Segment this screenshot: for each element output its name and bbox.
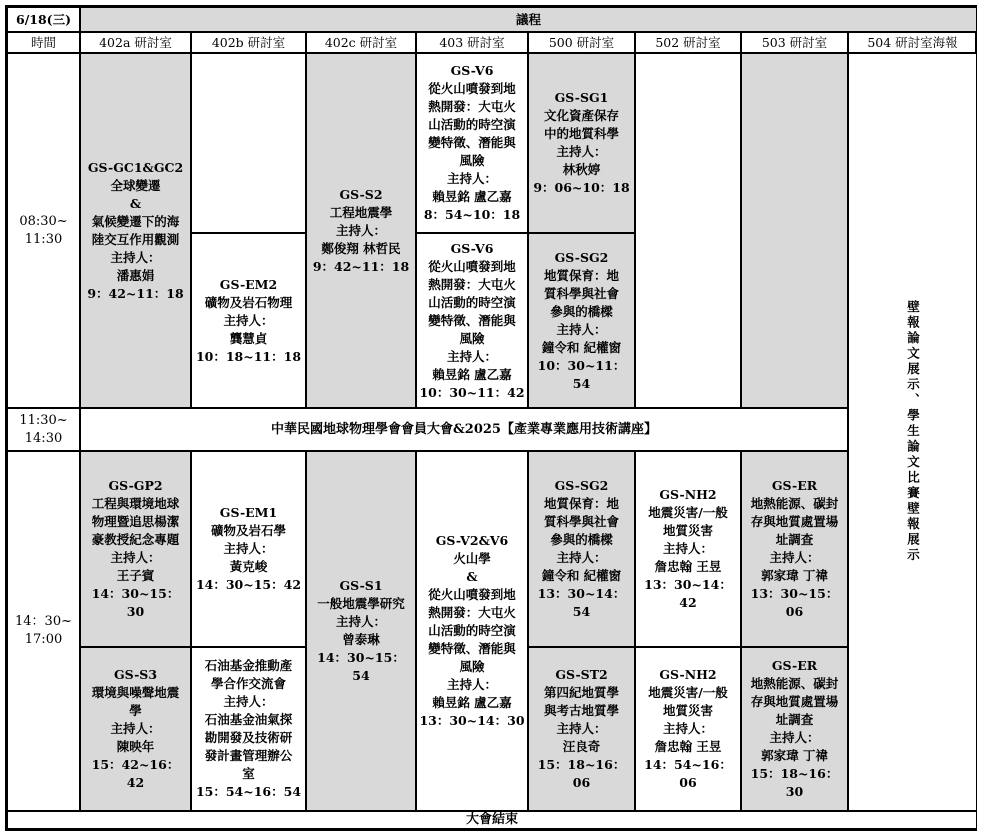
session-text-line: & [466, 569, 478, 584]
session-text-line: GS-ST2 [555, 667, 608, 682]
session-text-line: 環境與噪聲地震 [91, 685, 180, 700]
session-text-line: 質科學與社會 [543, 514, 619, 529]
session-v2-v6[interactable] [416, 451, 528, 811]
room-header-402a: 402a 研討室 [80, 32, 191, 53]
session-text-line: 主持人： [223, 312, 274, 328]
session-text-line: 石油基金油氣探 [204, 712, 293, 727]
session-text-line: 熱開發：大屯火 [428, 99, 516, 114]
session-text-line: 地質保育：地 [543, 267, 619, 283]
session-text-line: 主持人： [769, 730, 820, 745]
session-text-line: GS-NH2 [659, 487, 717, 502]
session-text-line: GS-EM1 [219, 505, 278, 520]
session-text-line: 風險 [459, 153, 485, 168]
session-text-line: 主持人： [110, 550, 161, 565]
session-text-line: GS-SG1 [554, 90, 609, 105]
session-text-line: 詹忠翰 王昱 [654, 559, 722, 574]
session-text-line: 王子賓 [116, 568, 155, 583]
session-text-line: 主持人： [556, 721, 607, 736]
session-text-line: GS-ER [771, 478, 818, 493]
session-text-line: 物理暨追思楊潔 [91, 514, 180, 529]
session-text-line: 13：30~15：06 [750, 586, 839, 619]
session-text-line: GS-V2&V6 [435, 533, 509, 548]
session-gp2[interactable] [80, 451, 191, 647]
session-text-line: 主持人： [223, 694, 274, 709]
session-text-line: 地質保育：地 [543, 496, 619, 511]
session-text-line: 主持人： [556, 321, 607, 337]
session-text-line: 質科學與社會 [543, 285, 619, 301]
session-text-line: 10：18~11：18 [195, 348, 302, 364]
session-text-line: GS-S2 [339, 186, 383, 202]
session-text-line: 參與的橋樑 [550, 532, 613, 547]
session-er-second[interactable] [741, 647, 848, 811]
session-gc1-gc2[interactable] [80, 53, 191, 408]
time-column-header: 時間 [7, 32, 80, 53]
schedule-table [5, 5, 977, 831]
room-header-402b: 402b 研討室 [191, 32, 306, 53]
poster-exhibition[interactable] [848, 53, 977, 811]
session-text-line: 從火山噴發到地 [428, 81, 516, 96]
room-header-403: 403 研討室 [416, 32, 528, 53]
session-text-line: 石油基金推動產 [204, 658, 293, 673]
session-text-line: GS-GP2 [108, 478, 163, 493]
session-text-line: 14：30~15：30 [91, 586, 180, 619]
session-text-line: 發計畫管理辦公 [204, 748, 293, 763]
empty-slot-402b-am [191, 53, 306, 233]
empty-slot-502-am [635, 53, 741, 408]
agenda-title: 議程 [80, 7, 977, 32]
session-text-line: 山活動的時空演 [428, 294, 516, 310]
session-text-line: 主持人： [662, 721, 713, 736]
session-text-line: 第四紀地質學 [543, 685, 619, 700]
session-text-line: 賴昱銘 盧乙嘉 [432, 366, 512, 382]
session-text-line: 與考古地質學 [543, 703, 619, 718]
session-text-line: 15：18~16：30 [750, 766, 839, 799]
session-text-line: GS-NH2 [659, 667, 717, 682]
session-text-line: 主持人： [556, 550, 607, 565]
session-text-line: 13：30~14：30 [419, 713, 525, 728]
session-text-line: GS-V6 [450, 63, 494, 78]
session-text-line: 地震災害/一般 [648, 505, 728, 520]
session-text-line: 14：30~15：54 [317, 650, 405, 683]
room-header-500: 500 研討室 [528, 32, 635, 53]
session-text-line: 變特徵、潛能與 [428, 641, 516, 656]
session-s3[interactable] [80, 647, 191, 811]
session-text-line: GS-ER [771, 658, 818, 673]
session-text-line: 曾泰琳 [342, 632, 380, 647]
session-text-line: 文化資產保存 [543, 108, 619, 123]
session-text-line: 室 [242, 766, 255, 781]
session-text-line: 潘惠娟 [116, 267, 155, 283]
room-header-502: 502 研討室 [635, 32, 741, 53]
session-text-line: 主持人： [446, 677, 497, 692]
session-st2[interactable] [528, 647, 635, 811]
session-text-line: 15：18~16：06 [537, 757, 626, 790]
session-text-line: 風險 [459, 659, 485, 674]
session-text-line: 學 [129, 703, 142, 718]
session-text-line: 從火山噴發到地 [428, 258, 516, 274]
session-text-line: 風險 [459, 330, 485, 346]
time-afternoon: 14：30~ 17:00 [7, 451, 80, 811]
session-nh2-first[interactable] [635, 451, 741, 647]
empty-slot-503-am [741, 53, 848, 408]
session-text-line: 賴昱銘 盧乙嘉 [432, 189, 512, 204]
session-text-line: 址調查 [775, 532, 814, 547]
session-text-line: 參與的橋樑 [550, 303, 613, 319]
session-text-line: 熱開發：大屯火 [428, 605, 516, 620]
session-text-line: 黃克峻 [229, 559, 268, 574]
session-text-line: 8：54~10：18 [423, 207, 521, 222]
session-s1[interactable] [306, 451, 416, 811]
session-s2[interactable] [306, 53, 416, 408]
session-text-line: 火山學 [453, 551, 491, 566]
session-v6-first[interactable] [416, 53, 528, 233]
session-text-line: 中的地質科學 [543, 126, 619, 141]
session-text-line: 地熱能源、碳封 [750, 676, 839, 691]
session-text-line: 鐘令和 紀權窗 [541, 339, 622, 355]
session-text-line: 地震災害/一般 [648, 685, 728, 700]
session-text-line: 9：06~10：18 [533, 180, 630, 195]
room-header-402c: 402c 研討室 [306, 32, 416, 53]
session-text-line: 鄭俊翔 林哲民 [321, 240, 401, 256]
session-text-line: 全球變遷 [110, 177, 161, 193]
session-text-line: & [129, 195, 142, 211]
session-text-line: 13：30~14：42 [644, 577, 732, 610]
session-text-line: 工程地震學 [329, 204, 393, 220]
date-header: 6/18(三) [7, 7, 80, 32]
session-text-line: 山活動的時空演 [428, 623, 516, 638]
session-petroleum-fund[interactable] [191, 647, 306, 811]
session-text-line: 9：42~11：18 [312, 258, 410, 274]
session-sg2-am[interactable] [528, 233, 635, 408]
session-text-line: 主持人： [110, 721, 161, 736]
session-text-line: 地質災害 [662, 703, 713, 718]
session-text-line: 從火山噴發到地 [428, 587, 516, 602]
session-text-line: 15：54~16：54 [195, 784, 302, 799]
closing-footer: 大會結束 [7, 811, 977, 829]
general-assembly-banner: 中華民國地球物理學會會員大會&2025【產業專業應用技術講座】 [80, 408, 848, 451]
session-text-line: 10：30~11：42 [419, 384, 525, 400]
session-text-line: 存與地質處置場 [750, 514, 839, 529]
session-text-line: 主持人： [556, 144, 607, 159]
session-text-line: 詹忠翰 王昱 [654, 739, 722, 754]
session-text-line: 主持人： [446, 171, 497, 186]
session-text-line: 龔慧貞 [229, 330, 268, 346]
session-text-line: 主持人： [223, 541, 274, 556]
session-text-line: GS-SG2 [554, 249, 609, 265]
session-em2[interactable] [191, 233, 306, 408]
room-header-504: 504 研討室海報 [848, 32, 977, 53]
session-text-line: 郭家瑋 丁禕 [761, 748, 828, 763]
room-header-503: 503 研討室 [741, 32, 848, 53]
session-text-line: 鐘令和 紀權窗 [541, 568, 622, 583]
session-text-line: 主持人： [769, 550, 820, 565]
session-text-line: 陸交互作用觀測 [91, 231, 180, 247]
session-text-line: 9：42~11：18 [87, 285, 184, 301]
session-text-line: GS-S1 [339, 578, 383, 593]
session-er-first[interactable] [741, 451, 848, 647]
session-text-line: 14：54~16：06 [644, 757, 732, 790]
session-em1[interactable] [191, 451, 306, 647]
session-text-line: 一般地震學研究 [317, 596, 405, 611]
session-text-line: 地質災害 [662, 523, 713, 538]
session-text-line: 地熱能源、碳封 [750, 496, 839, 511]
session-text-line: 勘開發及技術研 [204, 730, 293, 745]
session-text-line: 主持人： [662, 541, 713, 556]
time-morning: 08:30~ 11:30 [7, 53, 80, 408]
poster-exhibition-text: 壁報論文展示、學生論文比賽壁報展示 [905, 300, 921, 564]
session-text-line: 主持人： [446, 348, 497, 364]
session-text-line: 郭家瑋 丁禕 [761, 568, 828, 583]
session-text-line: 豪教授紀念專題 [91, 532, 180, 547]
session-text-line: 主持人： [335, 614, 386, 629]
session-sg1[interactable] [528, 53, 635, 233]
session-text-line: 14：30~15：42 [195, 577, 302, 592]
session-text-line: 礦物及岩石學 [210, 523, 286, 538]
session-text-line: 學合作交流會 [210, 676, 286, 691]
session-text-line: 工程與環境地球 [91, 496, 180, 511]
session-text-line: 山活動的時空演 [428, 117, 516, 132]
session-text-line: 汪良奇 [562, 739, 601, 754]
session-text-line: 主持人： [110, 249, 161, 265]
time-lunch: 11:30~ 14:30 [7, 408, 80, 451]
session-text-line: 礦物及岩石物理 [204, 294, 293, 310]
session-text-line: 變特徵、潛能與 [428, 312, 516, 328]
session-v6-second[interactable] [416, 233, 528, 408]
session-sg2-pm[interactable] [528, 451, 635, 647]
session-text-line: 變特徵、潛能與 [428, 135, 516, 150]
session-text-line: 林秋婷 [562, 162, 601, 177]
session-text-line: GS-S3 [113, 667, 158, 682]
session-text-line: 15：42~16：42 [91, 757, 180, 790]
session-text-line: GS-V6 [450, 240, 494, 256]
session-text-line: GS-GC1&GC2 [87, 159, 184, 175]
session-text-line: 址調查 [775, 712, 814, 727]
session-text-line: 熱開發：大屯火 [428, 276, 516, 292]
session-text-line: 陳映年 [116, 739, 155, 754]
session-text-line: 氣候變遷下的海 [91, 213, 180, 229]
session-text-line: 賴昱銘 盧乙嘉 [432, 695, 512, 710]
session-text-line: 10：30~11：54 [537, 357, 626, 391]
session-text-line: 主持人： [335, 222, 386, 238]
session-text-line: 存與地質處置場 [750, 694, 839, 709]
session-nh2-second[interactable] [635, 647, 741, 811]
session-text-line: GS-EM2 [219, 276, 278, 292]
session-text-line: 13：30~14：54 [537, 586, 626, 619]
session-text-line: GS-SG2 [554, 478, 609, 493]
